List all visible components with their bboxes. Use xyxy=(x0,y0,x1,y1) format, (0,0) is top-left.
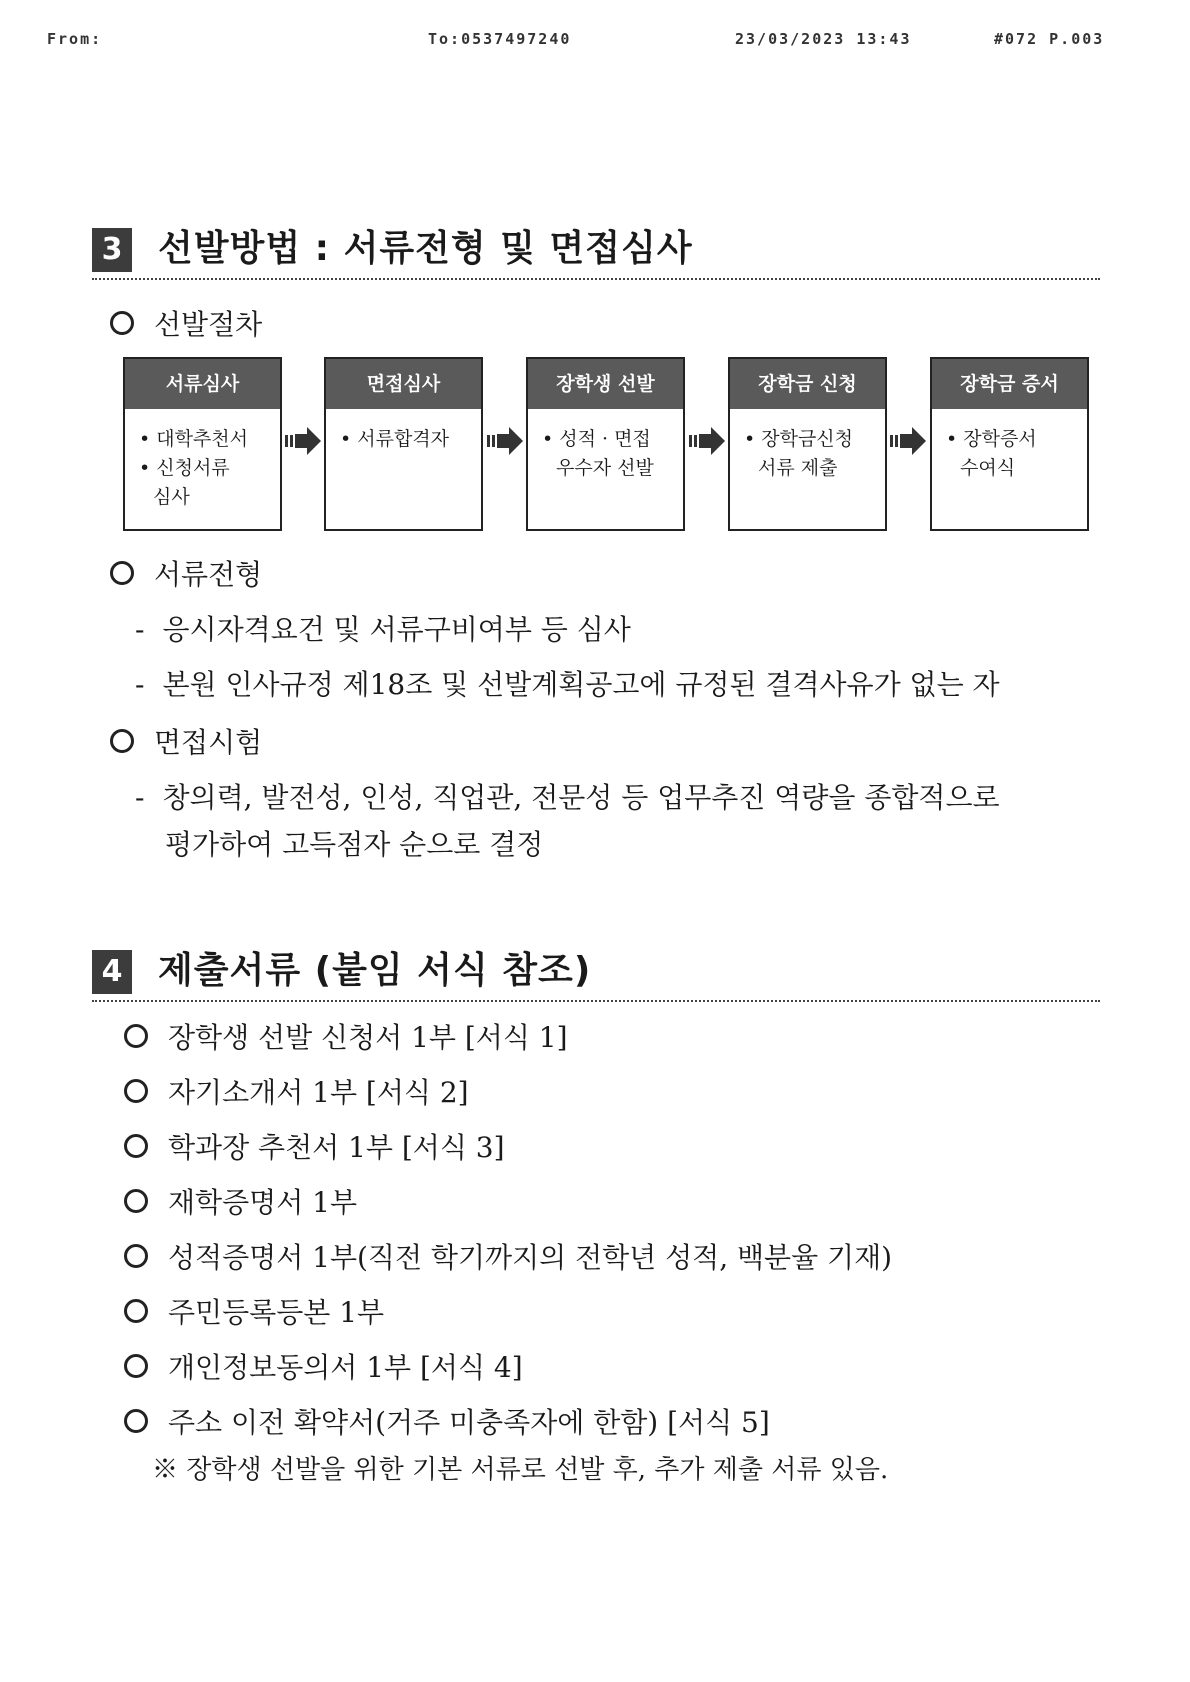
additional-documents-note: ※ 장학생 선발을 위한 기본 서류로 선발 후, 추가 제출 서류 있음. xyxy=(152,1455,889,1485)
circle-bullet-icon xyxy=(124,1354,148,1378)
required-document-item: 주소 이전 확약서(거주 미충족자에 한함) [서식 5] xyxy=(124,1405,770,1441)
required-document-item: 자기소개서 1부 [서식 2] xyxy=(124,1075,469,1111)
fax-from: From: xyxy=(47,30,103,48)
flow-step-body: • 장학증서 수여식 xyxy=(946,428,1037,479)
flow-step-body: • 대학추천서 • 신청서류 심사 xyxy=(139,428,249,508)
arrow-right-icon xyxy=(283,421,323,461)
required-document-item: 주민등록등본 1부 xyxy=(124,1295,384,1331)
document-screening-item: - 응시자격요건 및 서류구비여부 등 심사 xyxy=(135,613,631,646)
circle-bullet-icon xyxy=(110,561,134,585)
interview-heading: 면접시험 xyxy=(110,725,262,761)
arrow-right-icon xyxy=(888,421,928,461)
flow-step-3 xyxy=(526,357,685,531)
required-document-item: 성적증명서 1부(직전 학기까지의 전학년 성적, 백분율 기재) xyxy=(124,1240,892,1276)
fax-datetime: 23/03/2023 13:43 xyxy=(735,30,912,48)
section-divider xyxy=(92,1000,1100,1002)
section-4-heading xyxy=(92,946,1100,1004)
section-title: 선발방법 : 서류전형 및 면접심사 xyxy=(158,228,693,269)
fax-page: #072 P.003 xyxy=(994,30,1105,48)
flow-step-5 xyxy=(930,357,1089,531)
section-3-heading xyxy=(92,224,1100,282)
circle-bullet-icon xyxy=(124,1299,148,1323)
fax-header xyxy=(0,30,1190,54)
circle-bullet-icon xyxy=(110,729,134,753)
required-document-item: 학과장 추천서 1부 [서식 3] xyxy=(124,1130,505,1166)
section-title: 제출서류 (붙임 서식 참조) xyxy=(158,950,592,991)
flow-step-body: • 성적 · 면접 우수자 선발 xyxy=(542,428,654,479)
fax-to-number: To:0537497240 xyxy=(428,30,572,48)
interview-item: - 창의력, 발전성, 인성, 직업관, 전문성 등 업무추진 역량을 종합적으로 xyxy=(135,781,1000,814)
flow-step-title: 장학생 선발 xyxy=(528,359,683,409)
procedure-heading: 선발절차 xyxy=(110,307,262,343)
required-document-item: 개인정보동의서 1부 [서식 4] xyxy=(124,1350,523,1386)
section-number: 3 xyxy=(92,228,132,272)
flow-step-4 xyxy=(728,357,887,531)
flow-step-title: 서류심사 xyxy=(125,359,280,409)
flow-step-2 xyxy=(324,357,483,531)
flow-step-title: 장학금 신청 xyxy=(730,359,885,409)
document-screening-heading: 서류전형 xyxy=(110,557,262,593)
circle-bullet-icon xyxy=(124,1024,148,1048)
interview-item-continuation: 평가하여 고득점자 순으로 결정 xyxy=(165,828,544,861)
required-document-item: 재학증명서 1부 xyxy=(124,1185,357,1221)
flow-step-1 xyxy=(123,357,282,531)
required-document-item: 장학생 선발 신청서 1부 [서식 1] xyxy=(124,1020,568,1056)
document-screening-item: - 본원 인사규정 제18조 및 선발계획공고에 규정된 결격사유가 없는 자 xyxy=(135,668,1000,701)
flow-step-title: 면접심사 xyxy=(326,359,481,409)
circle-bullet-icon xyxy=(124,1079,148,1103)
section-divider xyxy=(92,278,1100,280)
flow-step-title: 장학금 증서 xyxy=(932,359,1087,409)
circle-bullet-icon xyxy=(124,1134,148,1158)
circle-bullet-icon xyxy=(124,1189,148,1213)
arrow-right-icon xyxy=(687,421,727,461)
circle-bullet-icon xyxy=(124,1244,148,1268)
circle-bullet-icon xyxy=(124,1409,148,1433)
arrow-right-icon xyxy=(485,421,525,461)
circle-bullet-icon xyxy=(110,311,134,335)
flow-step-body: • 장학금신청 서류 제출 xyxy=(744,428,854,479)
section-number: 4 xyxy=(92,950,132,994)
flow-step-body: • 서류합격자 xyxy=(340,428,450,450)
